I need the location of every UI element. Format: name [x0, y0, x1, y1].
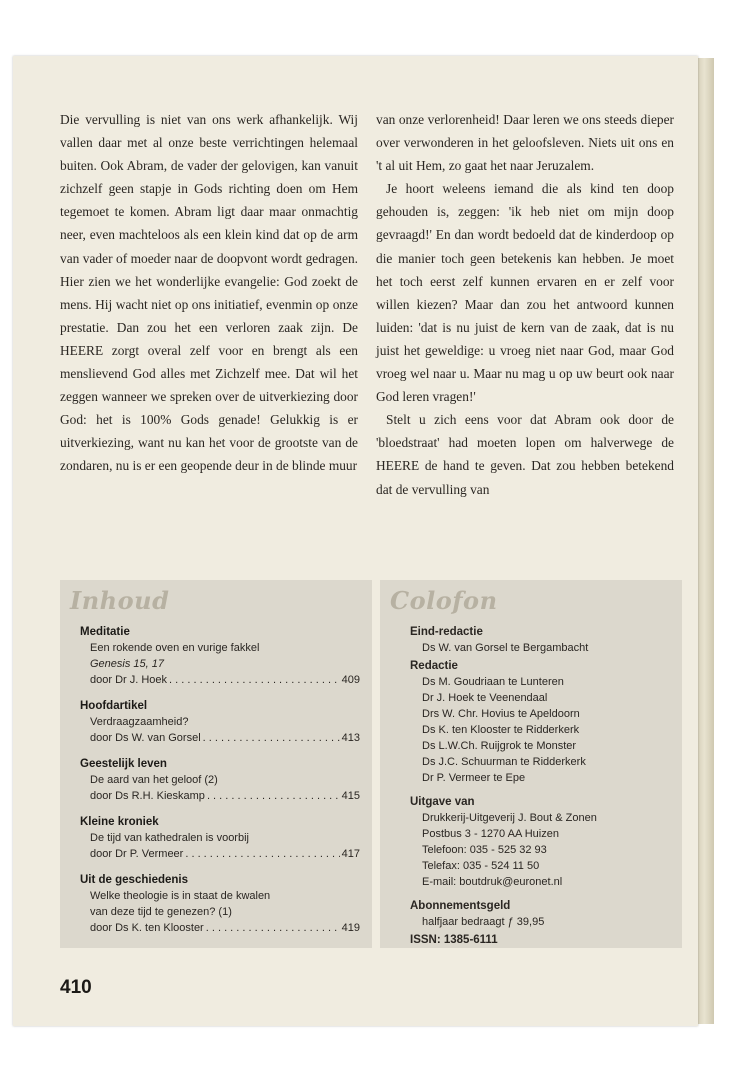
toc-article-title: Verdraagzaamheid? [90, 716, 189, 728]
toc-section [80, 756, 360, 804]
colofon-label: Abonnementsgeld [410, 900, 511, 912]
article-paragraph: van onze verlorenheid! Daar leren we ons steeds dieper over verwonderen in het geloofsleven. Niets uit ons en 't al uit Hem, zo gaat het naar Jeruzalem. [376, 112, 674, 174]
leader-dots [185, 846, 339, 862]
colofon-value: Ds L.W.Ch. Ruijgrok te Monster [422, 740, 577, 752]
toc-article-title: Een rokende oven en vurige fakkel [90, 642, 260, 654]
toc-author-line [80, 788, 360, 804]
leader-dots [207, 788, 340, 804]
colofon-issn: ISSN: 1385-6111 [410, 934, 498, 946]
toc-author-line [80, 730, 360, 746]
toc-page-number: 413 [341, 732, 360, 744]
toc-title: Inhoud [70, 586, 170, 615]
toc-list [80, 624, 360, 946]
colofon-label: Uitgave van [410, 796, 475, 808]
toc-page-number: 409 [341, 674, 360, 686]
article-paragraph: Je hoort weleens iemand die als kind ten doop gehouden is, zeggen: 'ik heb niet om mijn doop gevraagd!' En dan wordt bedoeld dat de kinderdoop op die manier toch geen betekenis kan hebben. Je moet het toch eerst zelf kunnen ervaren en er zelf voor willen kiezen? Maar dan zou het antwoord kunnen luiden: 'dat is nu juist de kern van de zaak, dat is nu juist het geweldige: u vroeg niet naar God, maar God vroeg wel naar u. Maar nu mag u op uw beurt ook naar God leren vragen!' [376, 181, 674, 405]
leader-dots [206, 920, 340, 936]
toc-author: door Ds K. ten Klooster [90, 922, 204, 934]
colofon-value: Ds J.C. Schuurman te Ridderkerk [422, 756, 586, 768]
toc-section-heading: Geestelijk leven [80, 758, 167, 770]
toc-author-line [80, 672, 360, 688]
toc-author: door Ds R.H. Kieskamp [90, 790, 205, 802]
toc-author: door Dr J. Hoek [90, 674, 168, 686]
leader-dots [169, 672, 340, 688]
toc-section-heading: Meditatie [80, 626, 130, 638]
leader-dots [203, 730, 340, 746]
colofon-value: halfjaar bedraagt ƒ 39,95 [422, 916, 545, 928]
toc-page-number: 419 [341, 922, 360, 934]
colofon-list [410, 624, 672, 948]
toc-page-number: 415 [341, 790, 360, 802]
colofon-value: Telefoon: 035 - 525 32 93 [422, 844, 547, 856]
colofon-value: Ds W. van Gorsel te Bergambacht [422, 642, 589, 654]
toc-article-title: van deze tijd te genezen? (1) [90, 906, 232, 918]
toc-article-subtitle: Genesis 15, 17 [90, 658, 164, 670]
colofon-value: E-mail: boutdruk@euronet.nl [422, 876, 563, 888]
colofon-value: Drs W. Chr. Hovius te Apeldoorn [422, 708, 580, 720]
colofon-value: Telefax: 035 - 524 11 50 [422, 860, 540, 872]
toc-section [80, 624, 360, 688]
article-column-left [60, 108, 358, 478]
article-column-right [376, 108, 674, 501]
toc-section-heading: Uit de geschiedenis [80, 874, 189, 886]
page-number: 410 [60, 977, 92, 998]
book-spine-edge [698, 58, 714, 1024]
toc-page-number: 417 [341, 848, 360, 860]
colofon-value: Postbus 3 - 1270 AA Huizen [422, 828, 559, 840]
toc-section [80, 872, 360, 936]
toc-article-title: De tijd van kathedralen is voorbij [90, 832, 249, 844]
colofon-label: Eind-redactie [410, 626, 483, 638]
colofon-value: Dr P. Vermeer te Epe [422, 772, 526, 784]
colofon-value: Dr J. Hoek te Veenendaal [422, 692, 548, 704]
toc-section-heading: Kleine kroniek [80, 816, 159, 828]
colofon-title: Colofon [390, 586, 498, 615]
article-paragraph: Die vervulling is niet van ons werk afhankelijk. Wij vallen daar met al onze beste verrichtingen helemaal buiten. Ook Abram, de vader der gelovigen, kan vanuit zichzelf geen stapje in Gods richting doen om Hem tegemoet te komen. Abram ligt daar maar onmachtig neer, even machteloos als een klein kind dat op de arm van vader of moeder naar de doopvont wordt gedragen. Hier zien we het wonderlijke evangelie: God zoekt de mens. Hij wacht niet op ons initiatief, evenmin op onze prestatie. Dan zou het een verloren zaak zijn. De HEERE zorgt overal zelf voor en brengt als een menslievend God alles met Zichzelf mee. Dat wil het zeggen wanneer we spreken over de uitverkiezing door God: het is 100% Gods genade! Gelukkig is er uitverkiezing, want nu kan het voor de grootste van de zondaren, nu is er een geopende deur in de blinde muur [60, 112, 358, 474]
toc-article-title: De aard van het geloof (2) [90, 774, 218, 786]
colofon-box [380, 580, 682, 948]
toc-author-line [80, 846, 360, 862]
toc-author-line [80, 920, 360, 936]
colofon-value: Ds M. Goudriaan te Lunteren [422, 676, 564, 688]
toc-section [80, 814, 360, 862]
table-of-contents-box [60, 580, 372, 948]
toc-author: door Dr P. Vermeer [90, 848, 184, 860]
toc-article-title: Welke theologie is in staat de kwalen [90, 890, 271, 902]
toc-author: door Ds W. van Gorsel [90, 732, 201, 744]
toc-section-heading: Hoofdartikel [80, 700, 148, 712]
colofon-value: Drukkerij-Uitgeverij J. Bout & Zonen [422, 812, 597, 824]
article-paragraph: Stelt u zich eens voor dat Abram ook door de 'bloedstraat' had moeten lopen om halverwege de HEERE de hand te geven. Dat zou hebben betekend dat de vervulling van [376, 412, 674, 497]
colofon-label: Redactie [410, 660, 458, 672]
colofon-value: Ds K. ten Klooster te Ridderkerk [422, 724, 580, 736]
toc-section [80, 698, 360, 746]
